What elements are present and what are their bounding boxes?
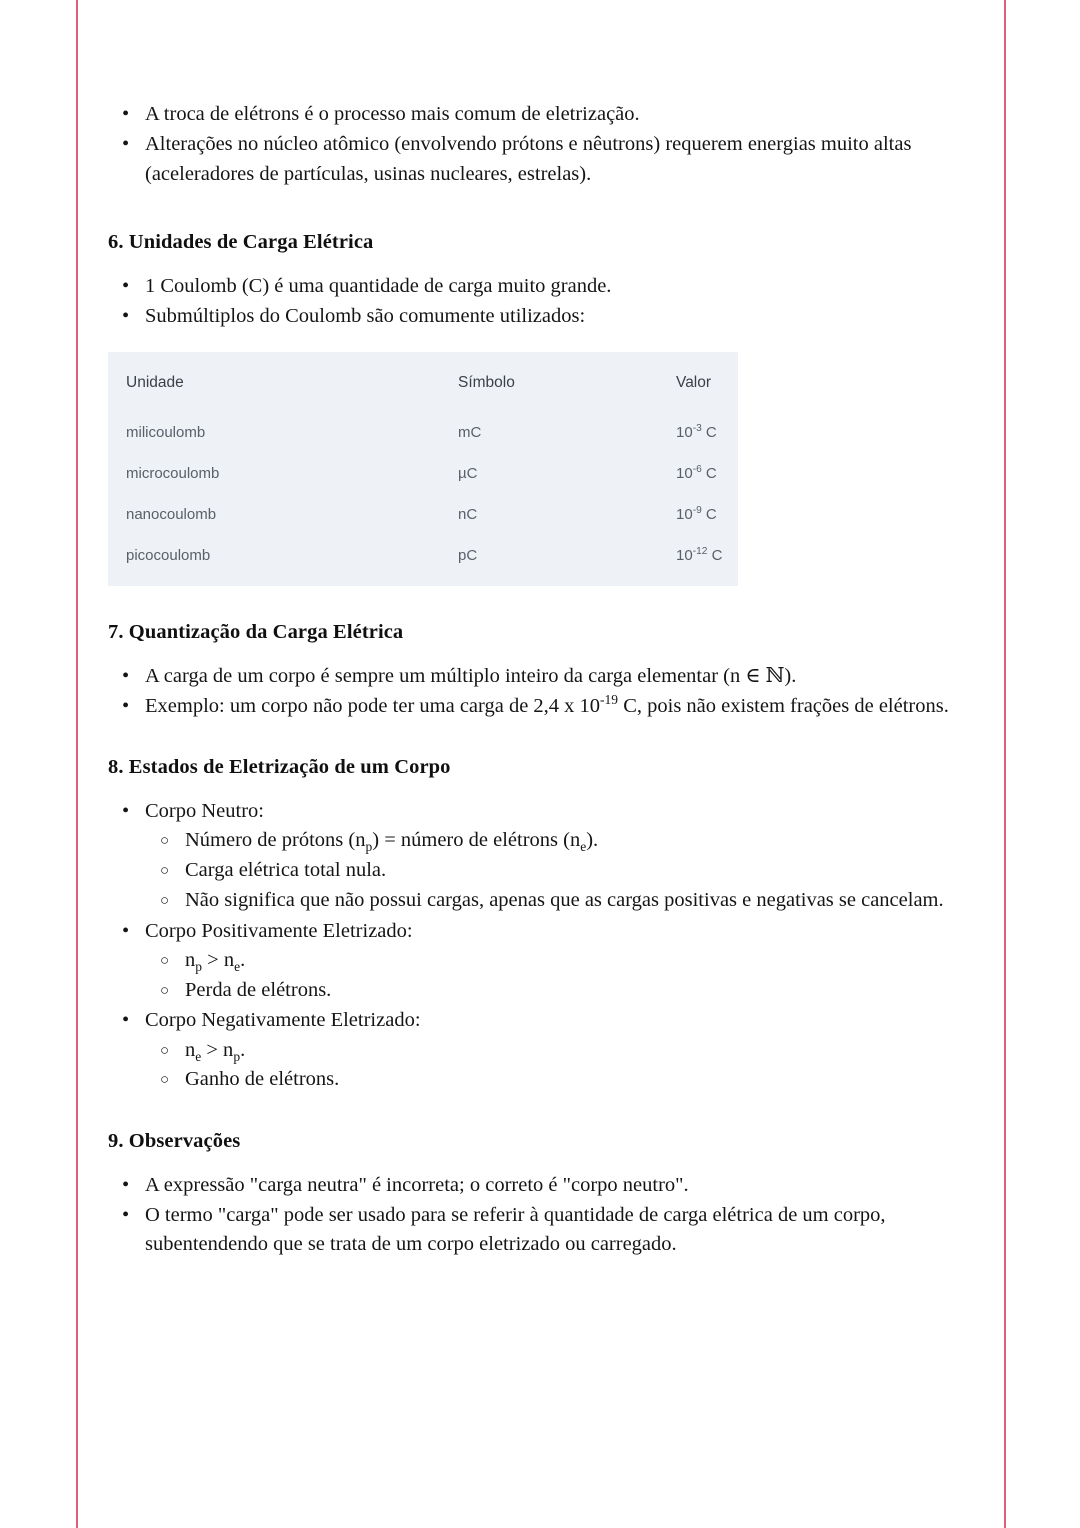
list-item — [145, 886, 980, 916]
list-item-text: A carga de um corpo é sempre um múltiplo inteiro da carga elementar (n ∈ ℕ). — [145, 664, 797, 687]
list-item — [145, 856, 980, 886]
list-item — [145, 826, 980, 856]
list-item — [108, 1006, 980, 1095]
circle-bullet-icon: ○ — [160, 1042, 170, 1059]
bullet-icon: • — [122, 133, 130, 156]
section-8-bullet-list — [108, 797, 980, 1095]
section-7-bullet-list — [108, 662, 980, 722]
column-header-unidade: Unidade — [126, 374, 184, 392]
circle-bullet-icon: ○ — [160, 1072, 170, 1089]
left-margin-rule — [76, 0, 78, 1528]
section-6-bullet-list — [108, 272, 980, 332]
list-item-text: Perda de elétrons. — [185, 978, 332, 1001]
list-item-text: Corpo Positivamente Eletrizado: — [145, 919, 413, 942]
intro-bullet-list — [108, 100, 980, 189]
cell-unidade: nanocoulomb — [126, 506, 217, 524]
table-header-row — [108, 352, 738, 412]
bullet-icon: • — [122, 274, 130, 297]
list-item — [108, 662, 980, 691]
column-header-simbolo: Símbolo — [458, 374, 515, 392]
section-9-block — [108, 1128, 980, 1155]
table-row — [108, 535, 738, 586]
corpo-negativo-sublist — [145, 1036, 980, 1095]
list-item — [108, 130, 980, 189]
section-6-block — [108, 229, 980, 256]
corpo-positivo-sublist — [145, 946, 980, 1005]
list-item-text: Não significa que não possui cargas, apenas que as cargas positivas e negativas se cancelam. — [185, 888, 944, 911]
bullet-icon: • — [122, 103, 130, 125]
section-9-bullet-list — [108, 1171, 980, 1260]
list-item-text: $n_e > n_p$. — [185, 1038, 246, 1064]
section-heading-8: 8. Estados de Eletrização de um Corpo — [108, 756, 451, 779]
list-item — [108, 692, 980, 721]
list-item-text: Número de prótons $(n_p)$ = número de elétrons $(n_e)$. — [185, 829, 599, 855]
circle-bullet-icon: ○ — [160, 982, 170, 999]
list-item — [108, 797, 980, 915]
list-item-text: 1 Coulomb (C) é uma quantidade de carga muito grande. — [145, 274, 612, 297]
list-item — [108, 917, 980, 1006]
section-heading-9: 9. Observações — [108, 1130, 241, 1153]
bullet-icon: • — [122, 800, 130, 823]
cell-valor: $10^{-6}$ C — [676, 464, 717, 483]
bullet-icon: • — [122, 919, 130, 942]
bullet-icon: • — [122, 304, 130, 327]
right-margin-rule — [1004, 0, 1006, 1528]
list-item — [108, 1201, 980, 1260]
list-item — [108, 302, 980, 331]
bullet-icon: • — [122, 1173, 130, 1196]
list-item — [108, 100, 980, 129]
list-item-text: O termo "carga" pode ser usado para se referir à quantidade de carga elétrica de um corpo, subentendendo que se trata de um corpo eletrizado ou carregado. — [145, 1204, 886, 1256]
list-item-text: Carga elétrica total nula. — [185, 859, 387, 882]
cell-valor: $10^{-12}$ C — [676, 546, 723, 565]
list-item-text: A troca de elétrons é o processo mais comum de eletrização. — [145, 103, 640, 125]
unit-table — [108, 352, 738, 586]
circle-bullet-icon: ○ — [160, 952, 170, 969]
list-item-text: Corpo Neutro: — [145, 800, 264, 823]
circle-bullet-icon: ○ — [160, 863, 170, 880]
list-item-text: Corpo Negativamente Eletrizado: — [145, 1009, 421, 1032]
cell-simbolo: mC — [458, 424, 482, 442]
list-item-text: $n_p > n_e$. — [185, 948, 246, 974]
bullet-icon: • — [122, 664, 130, 687]
document-content — [108, 100, 980, 1261]
cell-simbolo: µC — [458, 465, 478, 483]
cell-unidade: milicoulomb — [126, 424, 206, 442]
list-item-text: Exemplo: um corpo não pode ter uma carga de 2,4 x $10^{-19}$ C, pois não existem frações de elétrons. — [145, 692, 949, 718]
unit-table-container — [108, 352, 738, 586]
table-body — [108, 412, 738, 586]
list-item-text: Ganho de elétrons. — [185, 1068, 340, 1091]
column-header-valor: Valor — [676, 374, 712, 392]
cell-valor: $10^{-3}$ C — [676, 423, 717, 442]
bullet-icon: • — [122, 1204, 130, 1227]
list-item-text: Alterações no núcleo atômico (envolvendo prótons e nêutrons) requerem energias muito altas (aceleradores de partículas, usinas nucleares, estrelas). — [145, 133, 912, 185]
section-8-block — [108, 754, 980, 781]
table-row — [108, 453, 738, 494]
bullet-icon: • — [122, 1009, 130, 1032]
list-item-text: Submúltiplos do Coulomb são comumente utilizados: — [145, 304, 586, 327]
cell-unidade: picocoulomb — [126, 547, 211, 565]
cell-simbolo: pC — [458, 547, 478, 565]
list-item — [145, 1036, 980, 1066]
corpo-neutro-sublist — [145, 826, 980, 915]
section-heading-7: 7. Quantização da Carga Elétrica — [108, 621, 404, 644]
bullet-icon: • — [122, 695, 130, 718]
list-item-text: A expressão "carga neutra" é incorreta; o correto é "corpo neutro". — [145, 1173, 689, 1196]
list-item — [108, 1171, 980, 1200]
section-7-block — [108, 619, 980, 646]
table-row — [108, 412, 738, 453]
cell-simbolo: nC — [458, 506, 478, 524]
circle-bullet-icon: ○ — [160, 892, 170, 909]
cell-valor: $10^{-9}$ C — [676, 505, 717, 524]
list-item — [145, 976, 980, 1006]
section-heading-6: 6. Unidades de Carga Elétrica — [108, 230, 374, 253]
list-item — [145, 946, 980, 976]
table-row — [108, 494, 738, 535]
list-item — [108, 272, 980, 301]
list-item — [145, 1065, 980, 1095]
circle-bullet-icon: ○ — [160, 833, 170, 850]
cell-unidade: microcoulomb — [126, 465, 220, 483]
